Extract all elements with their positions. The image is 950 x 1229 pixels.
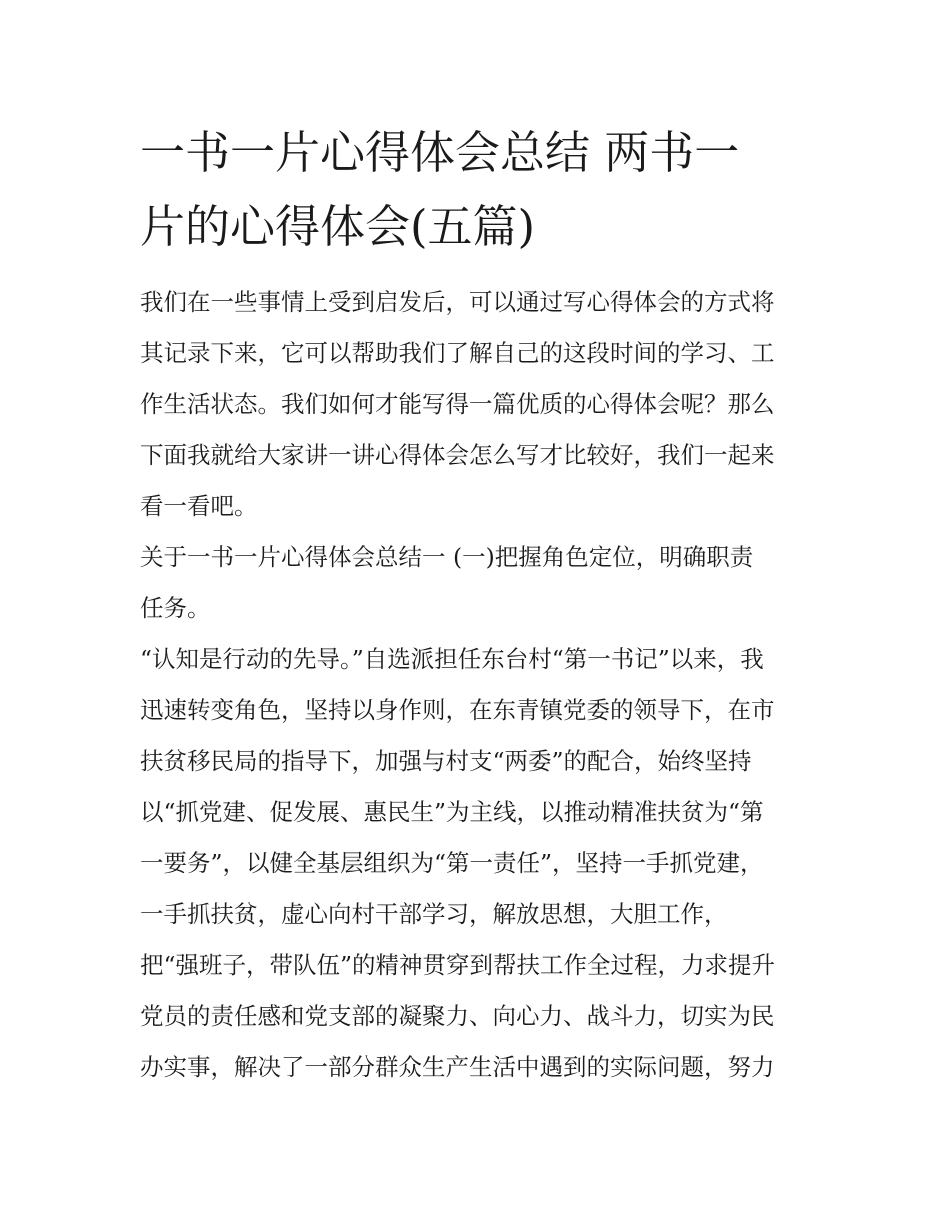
paragraph-line: 其记录下来，它可以帮助我们了解自己的这段时间的学习、工 <box>140 339 775 367</box>
paragraph-line: 一要务”，以健全基层组织为“第一责任”，坚持一手抓党建， <box>140 849 764 877</box>
paragraph-line: 关于一书一片心得体会总结一 (一)把握角色定位，明确职责 <box>140 543 754 571</box>
paragraph-line: 把“强班子，带队伍”的精神贯穿到帮扶工作全过程，力求提升 <box>140 951 776 979</box>
document-title-line-1: 一书一片心得体会总结 两书一 <box>140 126 740 179</box>
paragraph-line: 下面我就给大家讲一讲心得体会怎么写才比较好，我们一起来 <box>140 441 775 469</box>
paragraph-line: 扶贫移民局的指导下，加强与村支“两委”的配合，始终坚持 <box>140 747 752 775</box>
paragraph-line: 以“抓党建、促发展、惠民生”为主线，以推动精准扶贫为“第 <box>140 798 764 826</box>
paragraph-line: 看一看吧。 <box>140 492 258 520</box>
paragraph-line: 我们在一些事情上受到启发后，可以通过写心得体会的方式将 <box>140 288 775 316</box>
paragraph-line: 作生活状态。我们如何才能写得一篇优质的心得体会呢？那么 <box>140 390 775 418</box>
paragraph-line: 一手抓扶贫，虚心向村干部学习，解放思想，大胆工作， <box>140 900 728 928</box>
document-title-line-2: 片的心得体会(五篇) <box>140 200 536 253</box>
paragraph-line: “认知是行动的先导。”自选派担任东台村“第一书记”以来，我 <box>140 645 764 673</box>
paragraph-line: 党员的责任感和党支部的凝聚力、向心力、战斗力，切实为民 <box>140 1002 775 1030</box>
paragraph-line: 迅速转变角色，坚持以身作则，在东青镇党委的领导下，在市 <box>140 696 775 724</box>
paragraph-line: 任务。 <box>140 594 211 622</box>
paragraph-line: 办实事，解决了一部分群众生产生活中遇到的实际问题，努力 <box>140 1053 775 1081</box>
